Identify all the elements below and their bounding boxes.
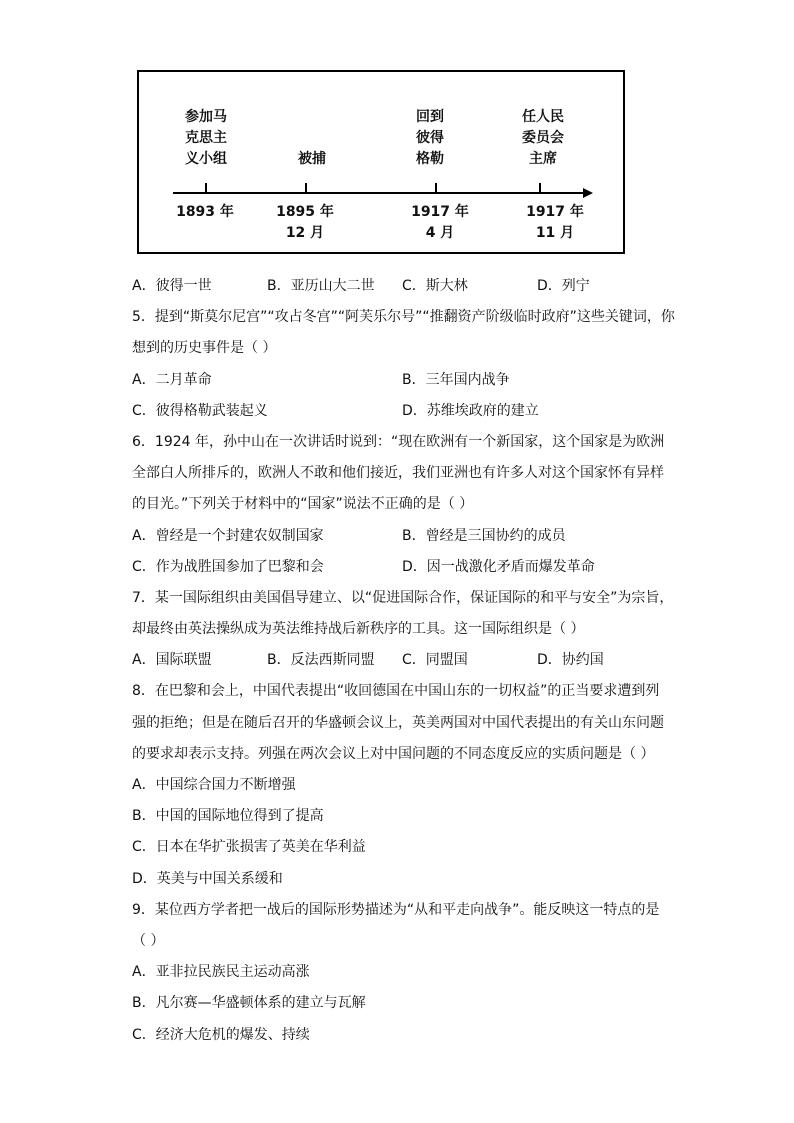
timeline-event-label: 被捕 [298,151,326,167]
timeline-date-label: 1895 年 12 月 [276,204,334,241]
timeline-date-label: 1917 年 4 月 [411,204,469,241]
timeline-tick [435,183,437,193]
q5-option-b[interactable]: B．三年国内战争 [402,371,510,388]
q6-stem-line: 全部白人所排斥的，欧洲人不敢和他们接近，我们亚洲也有许多人对这个国家怀有异样 [132,465,664,482]
q6-option-b[interactable]: B．曾经是三国协约的成员 [402,527,566,544]
timeline-event-label: 任人民 委员会 主席 [522,109,564,167]
q5-option-d[interactable]: D．苏维埃政府的建立 [402,402,539,419]
timeline-date-label: 1917 年 11 月 [526,204,584,241]
q9-stem-line: 9．某位西方学者把一战后的国际形势描述为“从和平走向战争”。能反映这一特点的是 [132,901,660,918]
q9-stem-line: （ ） [132,932,165,949]
timeline-tick [539,183,541,193]
q5-options-row [132,396,672,427]
q4-option-c[interactable]: C．斯大林 [402,278,468,294]
q5-stem-line: 5．提到“斯莫尔尼宫”“攻占冬宫”“阿芙乐尔号”“推翻资产阶级临时政府”这些关键词，你 [132,309,675,326]
q7-option-a[interactable]: A．国际联盟 [132,652,212,669]
q7-option-b[interactable]: B．反法西斯同盟 [267,652,375,669]
q9-option-a[interactable]: A．亚非拉民族民主运动高涨 [132,964,310,981]
q7-stem-line: 7．某一国际组织由美国倡导建立、以“促进国际合作，保证国际的和平与安全”为宗旨， [132,589,674,606]
timeline-tick [205,183,207,193]
q6-options-row [132,521,672,552]
q6-stem-line: 的目光。”下列关于材料中的“国家”说法不正确的是（ ） [132,496,474,513]
timeline-event-label: 回到 彼得 格勒 [416,109,444,167]
q5-option-c[interactable]: C．彼得格勒武装起义 [132,402,268,419]
q6-option-c[interactable]: C．作为战胜国参加了巴黎和会 [132,558,324,575]
q8-stem-line: 强的拒绝；但是在随后召开的华盛顿会议上，英美两国对中国代表提出的有关山东问题 [132,714,664,731]
q8-option-b[interactable]: B．中国的国际地位得到了提高 [132,808,324,825]
q6-option-a[interactable]: A．曾经是一个封建农奴制国家 [132,527,324,544]
q7-option-d[interactable]: D．协约国 [537,652,604,669]
q7-stem-line: 却最终由英法操纵成为英法维持战后新秩序的工具。这一国际组织是（ ） [132,621,585,638]
q6-option-d[interactable]: D．因一战激化矛盾而爆发革命 [402,558,595,575]
q5-stem-line: 想到的历史事件是（ ） [132,340,277,357]
q6-options-row [132,552,672,583]
q4-option-b[interactable]: B．亚历山大二世 [267,278,375,294]
q4-option-a[interactable]: A．彼得一世 [132,278,212,294]
q6-stem-line: 6．1924 年，孙中山在一次讲话时说到：“现在欧洲有一个新国家，这个国家是为欧洲 [132,433,665,450]
q9-option-c[interactable]: C．经济大危机的爆发、持续 [132,1026,310,1043]
question-list [132,271,675,1051]
timeline-arrow-icon [583,188,593,198]
timeline-tick [305,183,307,193]
q7-option-c[interactable]: C．同盟国 [402,652,468,669]
q8-stem-line: 8．在巴黎和会上，中国代表提出“收回德国在中国山东的一切权益”的正当要求遭到列 [132,683,660,700]
q4-options [132,271,672,302]
timeline-event-label: 参加马 克思主 义小组 [185,109,227,167]
timeline-figure [137,70,625,254]
q8-option-d[interactable]: D．英美与中国关系缓和 [132,870,283,887]
q5-options-row [132,365,672,396]
q8-stem-line: 的要求却表示支持。列强在两次会议上对中国问题的不同态度反应的实质问题是（ ） [132,745,655,762]
q9-option-b[interactable]: B．凡尔赛—华盛顿体系的建立与瓦解 [132,995,366,1012]
q7-options [132,645,672,676]
timeline-axis [173,192,585,194]
q8-option-a[interactable]: A．中国综合国力不断增强 [132,777,296,793]
q8-option-c[interactable]: C．日本在华扩张损害了英美在华利益 [132,839,366,856]
timeline-date-label: 1893 年 [176,204,234,220]
q5-option-a[interactable]: A．二月革命 [132,371,212,388]
q4-option-d[interactable]: D．列宁 [537,278,590,294]
